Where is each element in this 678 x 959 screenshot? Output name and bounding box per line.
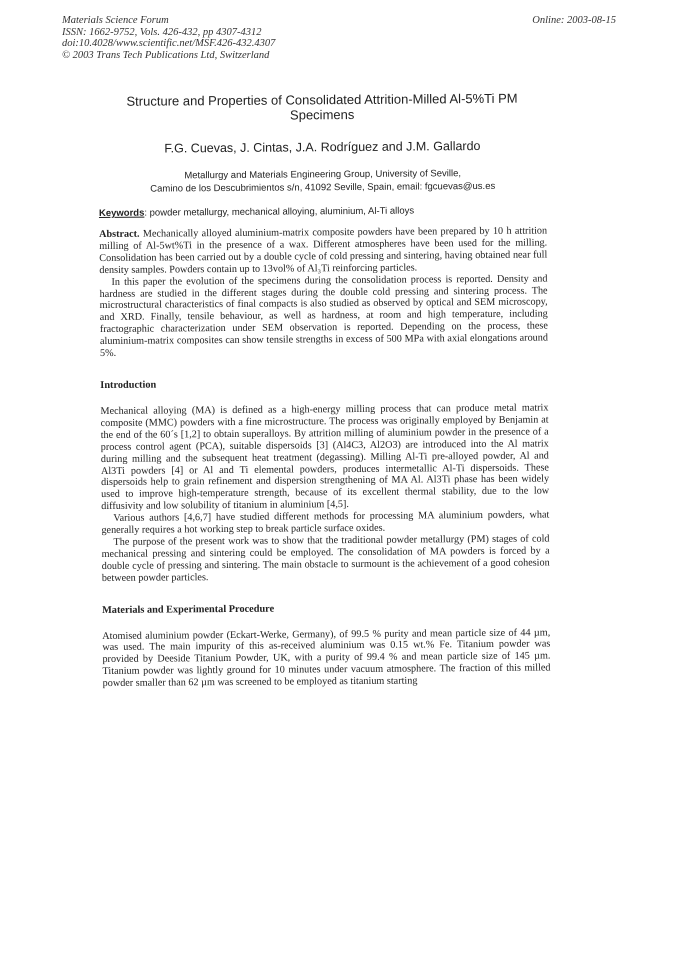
abstract-paragraph-2: In this paper the evolution of the specimens during the consolidation process is reported. Density and hardness are studied in the different stages during the double cold pressing and sintering process. The microstructural characteristics of final compacts is also studied as observed by optical and SEM microscopy, and XRD. Finally, tensile behaviour, as well as hardness, at room and high temperature, including fractographic characterization under SEM observation is reported. Depending on the process, these aluminium-matrix composites can show tensile strengths in excess of 500 MPa with axial elongations around 5%. [99,273,548,360]
abstract-text-1: Mechanically alloyed aluminium-matrix composite powders have been prepared by 10 h attrition milling of Al-5wt%Ti in the presence of a wax. Different atmospheres have been used for the milling. Consolidation has been carried out by a double cycle of cold pressing and sintering, having obtained near full density samples. Powders contain up to 13vol% of Al₃Ti reinforcing particles. [99,225,548,276]
keywords-label: Keywords [98,207,145,219]
issn-line: ISSN: 1662-9752, Vols. 426-432, pp 4307-4312 [62,26,262,38]
keywords [99,204,547,219]
methods-heading: Materials and Experimental Procedure [102,603,275,616]
online-date: Online: 2003-08-15 [532,15,616,26]
journal-name: Materials Science Forum [62,15,169,26]
introduction-paragraph-2: Various authors [4,6,7] have studied different methods for processing MA aluminium powders, what generally requires a hot working step to break particle surface oxides. [101,509,550,537]
introduction-paragraph-3: The purpose of the present work was to show that the traditional powder metallurgy (PM) stages of cold mechanical pressing and sintering could be employed. The consolidation of MA powders is forced by a double cycle of pressing and sintering. The main obstacle to surmount is the achievement of a good cohesion between powder particles. [101,533,550,584]
methods-paragraph-1: Atomised aluminium powder (Eckart-Werke, Germany), of 99.5 % purity and mean particle size of 44 µm, was used. The main impurity of this as-received aluminium was 0.15 wt.% Fe. Titanium powder was provided by Deeside Titanium Powder, UK, with a purity of 99.4 % and mean particle size of 145 µm. Titanium powder was lightly ground for 10 minutes under vacuum atmosphere. The fraction of this milled powder smaller than 62 µm was screened to be employed as titanium starting [102,627,551,690]
copyright-line: © 2003 Trans Tech Publications Ltd, Switzerland [62,49,270,61]
affiliation-line-1: Metallurgy and Materials Engineering Group, University of Seville, [184,168,462,182]
keywords-text: : powder metallurgy, mechanical alloying, aluminium, Al-Ti alloys [144,205,415,219]
affiliation-line-2: Camino de los Descubrimientos s/n, 41092 Seville, Spain, email: fgcuevas@us.es [150,180,496,195]
doi-line: doi:10.4028/www.scientific.net/MSF.426-432.4307 [62,38,276,49]
paper-authors: F.G. Cuevas, J. Cintas, J.A. Rodríguez and J.M. Gallardo [164,138,481,156]
abstract-label: Abstract. [99,228,140,240]
paper-body [98,90,551,690]
affiliation [99,166,547,196]
publication-header [62,15,275,61]
introduction-paragraph-1: Mechanical alloying (MA) is defined as a high-energy milling process that can produce metal matrix composite (MMC) powders with a fine microstructure. The process was originally employed by Benjamin at the end of the 60´s [1,2] to obtain superalloys. By attrition milling of aluminium powder in the presence of a process control agent (PCA), suitable dispersoids [3] (Al4C3, Al2O3) are introduced into the Al matrix during milling and the subsequent heat treatment (degassing). Milling Al-Ti pre-alloyed powder, Al and Al3Ti powders [4] or Al and Ti elemental powders, produces intermetallic Al-Ti dispersoids. These dispersoids help to grain refinement and dispersion strengthening of MA Al. Al3Ti phase has been widely used to improve high-temperature strength, because of its excellent thermal stability, due to the low diffusivity and low solubility of titanium in aluminium [4,5]. [100,402,550,513]
abstract-paragraph [99,225,547,276]
introduction-heading: Introduction [100,379,157,391]
paper-title: Structure and Properties of Consolidated Attrition-Milled Al-5%Ti PM Specimens [126,90,518,123]
